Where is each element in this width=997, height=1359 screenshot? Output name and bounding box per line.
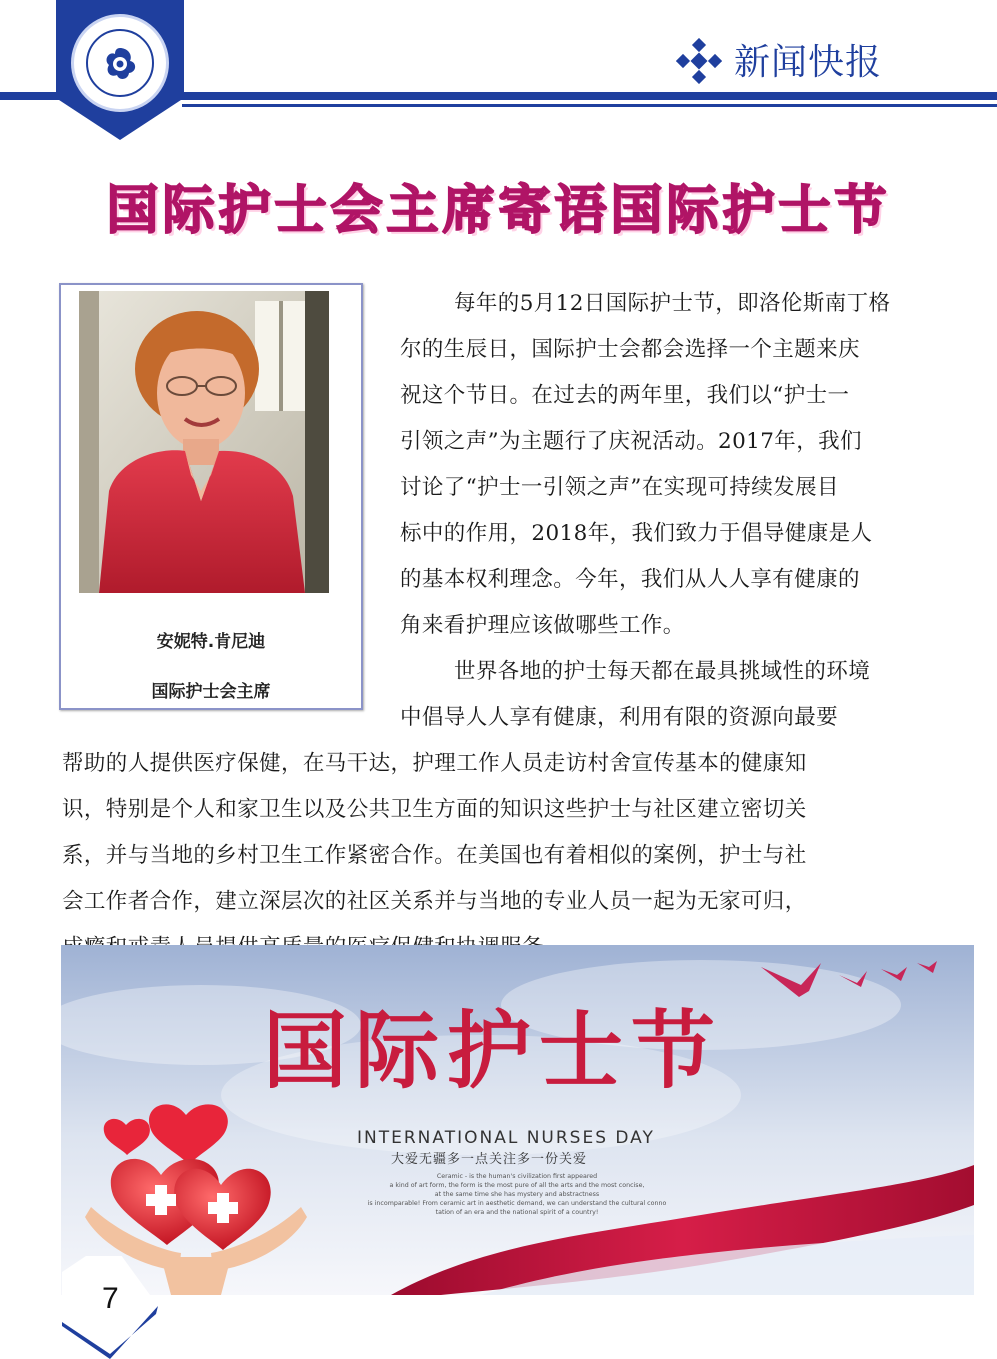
diamond-cluster-icon <box>676 38 722 84</box>
article-line: 引领之声”为主题行了庆祝活动。2017年，我们 <box>400 429 862 454</box>
hospital-logo <box>71 14 169 112</box>
article-line: 每年的5月12日国际护士节，即洛伦斯南丁格 <box>454 291 891 316</box>
header-thin-line <box>182 104 997 107</box>
portrait-caption-role: 国际护士会主席 <box>151 682 271 702</box>
page-number: 7 <box>102 1282 119 1315</box>
banner-title: 国际护士节 <box>263 1001 724 1100</box>
article-line: 尔的生辰日，国际护士会都会选择一个主题来庆 <box>400 337 860 362</box>
nurses-day-banner <box>61 945 974 1295</box>
banner-subtitle-en: INTERNATIONAL NURSES DAY <box>357 1128 655 1148</box>
article-line: 祝这个节日。在过去的两年里，我们以“护士一 <box>400 383 850 408</box>
article-line: 的基本权利理念。今年，我们从人人享有健康的 <box>400 567 860 592</box>
portrait-photo <box>79 291 329 593</box>
banner-slogan: 大爱无疆多一点关注多一份关爱 <box>391 1152 588 1167</box>
banner-body-line: at the same time she has mystery and abstractness <box>434 1191 600 1198</box>
article-line: 标中的作用，2018年，我们致力于倡导健康是人 <box>400 521 873 546</box>
article-line: 帮助的人提供医疗保健，在马干达，护理工作人员走访村舍宣传基本的健康知 <box>62 751 807 776</box>
article-line: 系，并与当地的乡村卫生工作紧密合作。在美国也有着相似的案例，护士与社 <box>62 843 807 868</box>
banner-body-line: is incomparable! From ceramic art in aesthetic demand, we can understand the cultural conno <box>367 1200 667 1207</box>
article-line: 中倡导人人享有健康，利用有限的资源向最要 <box>400 705 839 730</box>
portrait-caption-name: 安妮特.肯尼迪 <box>156 632 266 652</box>
article-line: 会工作者合作，建立深层次的社区关系并与当地的专业人员一起为无家可归， <box>62 889 807 914</box>
banner-body-line: Ceramic - is the human's civilization first appeared <box>436 1173 598 1180</box>
article-title: 国际护士会主席寄语国际护士节 <box>106 181 891 241</box>
article-line: 识，特别是个人和家卫生以及公共卫生方面的知识这些护士与社区建立密切关 <box>62 797 807 822</box>
article-line: 世界各地的护士每天都在最具挑域性的环境 <box>454 659 871 684</box>
portrait-card <box>59 283 363 710</box>
banner-body-line: a kind of art form, the form is the most pure of all the arts and the most concise, <box>389 1182 645 1189</box>
article-line: 讨论了“护士一引领之声”在实现可持续发展目 <box>400 475 839 500</box>
hospital-logo-icon <box>86 29 154 97</box>
banner-body-line: tation of an era and the national spirit of a country! <box>435 1209 599 1216</box>
section-title: 新闻快报 <box>734 42 883 83</box>
article-line: 角来看护理应该做哪些工作。 <box>400 613 685 638</box>
